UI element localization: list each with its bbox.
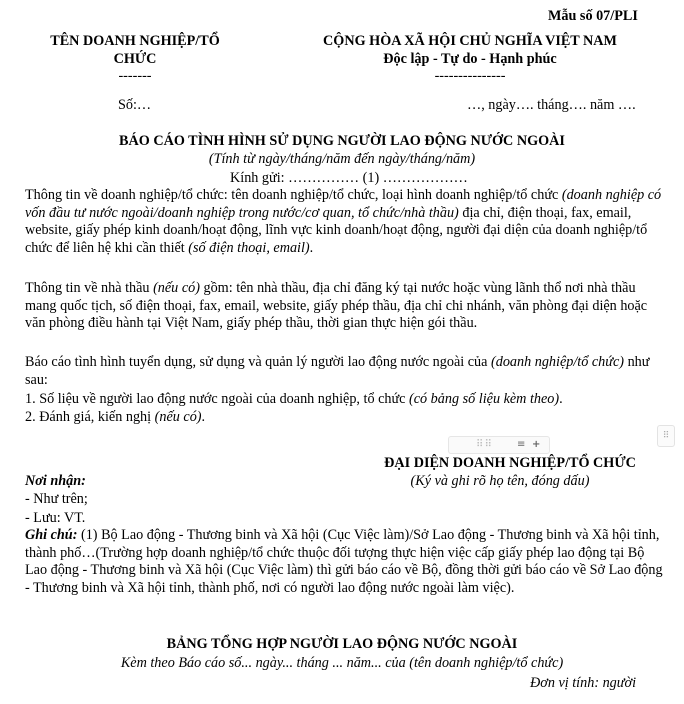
company-info-text: Thông tin về doanh nghiệp/tổ chức: tên doanh nghiệp/tổ chức, loại hình doanh nghiệp/tổ chức xyxy=(25,187,562,203)
form-number: Mẫu số 07/PLI xyxy=(548,8,638,24)
report-title: BÁO CÁO TÌNH HÌNH SỬ DỤNG NGƯỜI LAO ĐỘNG NƯỚC NGOÀI xyxy=(119,133,565,149)
drag-handle-icon[interactable]: ⠿ xyxy=(657,425,675,447)
unit-label: Đơn vị tính: người xyxy=(530,675,637,691)
company-type-note: (doanh nghiệp có vốn đầu tư nước ngoài/doanh nghiệp trong nước/cơ quan, tổ chức/nhà thầu) xyxy=(25,187,662,221)
signature-title: ĐẠI DIỆN DOANH NGHIỆP/TỔ CHỨC xyxy=(384,455,636,471)
footnote-label: Ghi chú: xyxy=(25,527,78,543)
item-2-note: (nếu có) xyxy=(154,409,202,425)
signature-note: (Ký và ghi rõ họ tên, đóng dấu) xyxy=(410,473,590,489)
recipients-label: Nơi nhận: xyxy=(25,473,86,489)
item-1-end: . xyxy=(559,391,563,407)
footnote-text: (1) Bộ Lao động - Thương binh và Xã hội (Cục Việc làm)/Sở Lao động - Thương binh và Xã hội tỉnh, thành phố…(Trường hợp doanh nghiệp/tổ chức thuộc đối tượng thực hiện việc cấp giấy phép lao động tại Bộ Lao động - Thương binh và Xã hội (Cục Việc làm) thì gửi báo cáo về Bộ, đồng thời gửi báo cáo về Sở Lao động - Thương binh và Xã hội tỉnh, thành phố, nơi có người lao động nước ngoài làm việc). xyxy=(25,527,663,596)
contractor-optional-note: (nếu có) xyxy=(153,280,200,296)
summary-table-title: BẢNG TỔNG HỢP NGƯỜI LAO ĐỘNG NƯỚC NGOÀI xyxy=(166,636,518,652)
company-info-text-2: địa chỉ, điện thoại, fax, email, website, giấy phép kinh doanh/hoạt động, lĩnh vực kinh doanh/hoạt động, người đại diện của doanh nghiệp/tổ chức để liên hệ khi cần thiết xyxy=(25,204,648,256)
toolbar-grip-icon[interactable]: ⠿ ⠿ xyxy=(476,439,491,450)
org-name-line2: CHỨC xyxy=(113,51,157,67)
intro-text: Báo cáo tình hình tuyển dụng, sử dụng và quản lý người lao động nước ngoài của xyxy=(25,354,491,370)
document-number: Số:… xyxy=(118,97,152,113)
nation-title: CỘNG HÒA XÃ HỘI CHỦ NGHĨA VIỆT NAM xyxy=(323,33,617,49)
align-icon[interactable]: ≡ xyxy=(517,439,526,450)
org-divider: ------- xyxy=(118,68,152,84)
intro-org-note: (doanh nghiệp/tổ chức) xyxy=(491,354,625,370)
summary-table-subtitle: Kèm theo Báo cáo số... ngày... tháng ... năm... của (tên doanh nghiệp/tổ chức) xyxy=(120,655,564,671)
org-name-line1: TÊN DOANH NGHIỆP/TỔ xyxy=(50,33,220,49)
contractor-paragraph xyxy=(25,280,665,333)
report-recipient: Kính gửi: …………… (1) ……………… xyxy=(230,170,468,186)
block-toolbar[interactable] xyxy=(448,436,550,454)
footnote-paragraph xyxy=(25,527,665,597)
intro-end: như sau: xyxy=(25,354,650,388)
nation-motto: Độc lập - Tự do - Hạnh phúc xyxy=(383,51,557,67)
document-date: …, ngày…. tháng…. năm …. xyxy=(467,97,636,113)
item-1-note: (có bảng số liệu kèm theo) xyxy=(409,391,560,407)
recipient-item: - Như trên; xyxy=(25,491,88,507)
intro-paragraph xyxy=(25,354,665,389)
motto-divider: --------------- xyxy=(434,68,506,84)
list-item xyxy=(25,391,665,409)
add-block-icon[interactable]: + xyxy=(532,439,541,450)
contractor-text-2: gồm: tên nhà thầu, địa chỉ đăng ký tại nước hoặc vùng lãnh thổ nơi nhà thầu mang quốc tịch, số điện thoại, fax, email, website, giấy phép thầu, địa chỉ chi nhánh, văn phòng đại diện hoặc văn phòng điều hành tại Việt Nam, giấy phép thầu, thời gian thực hiện gói thầu. xyxy=(25,280,648,331)
report-period: (Tính từ ngày/tháng/năm đến ngày/tháng/năm) xyxy=(208,151,476,167)
contact-note: (số điện thoại, email) xyxy=(188,239,310,256)
company-info-paragraph xyxy=(25,187,665,257)
item-1-text: 1. Số liệu về người lao động nước ngoài của doanh nghiệp, tổ chức xyxy=(25,391,410,407)
company-info-end: . xyxy=(309,239,314,256)
list-item xyxy=(25,409,665,427)
contractor-text: Thông tin về nhà thầu xyxy=(25,280,154,296)
item-2-end: . xyxy=(201,409,206,425)
recipient-item: - Lưu: VT. xyxy=(25,510,86,526)
item-2-text: 2. Đánh giá, kiến nghị xyxy=(25,409,155,425)
